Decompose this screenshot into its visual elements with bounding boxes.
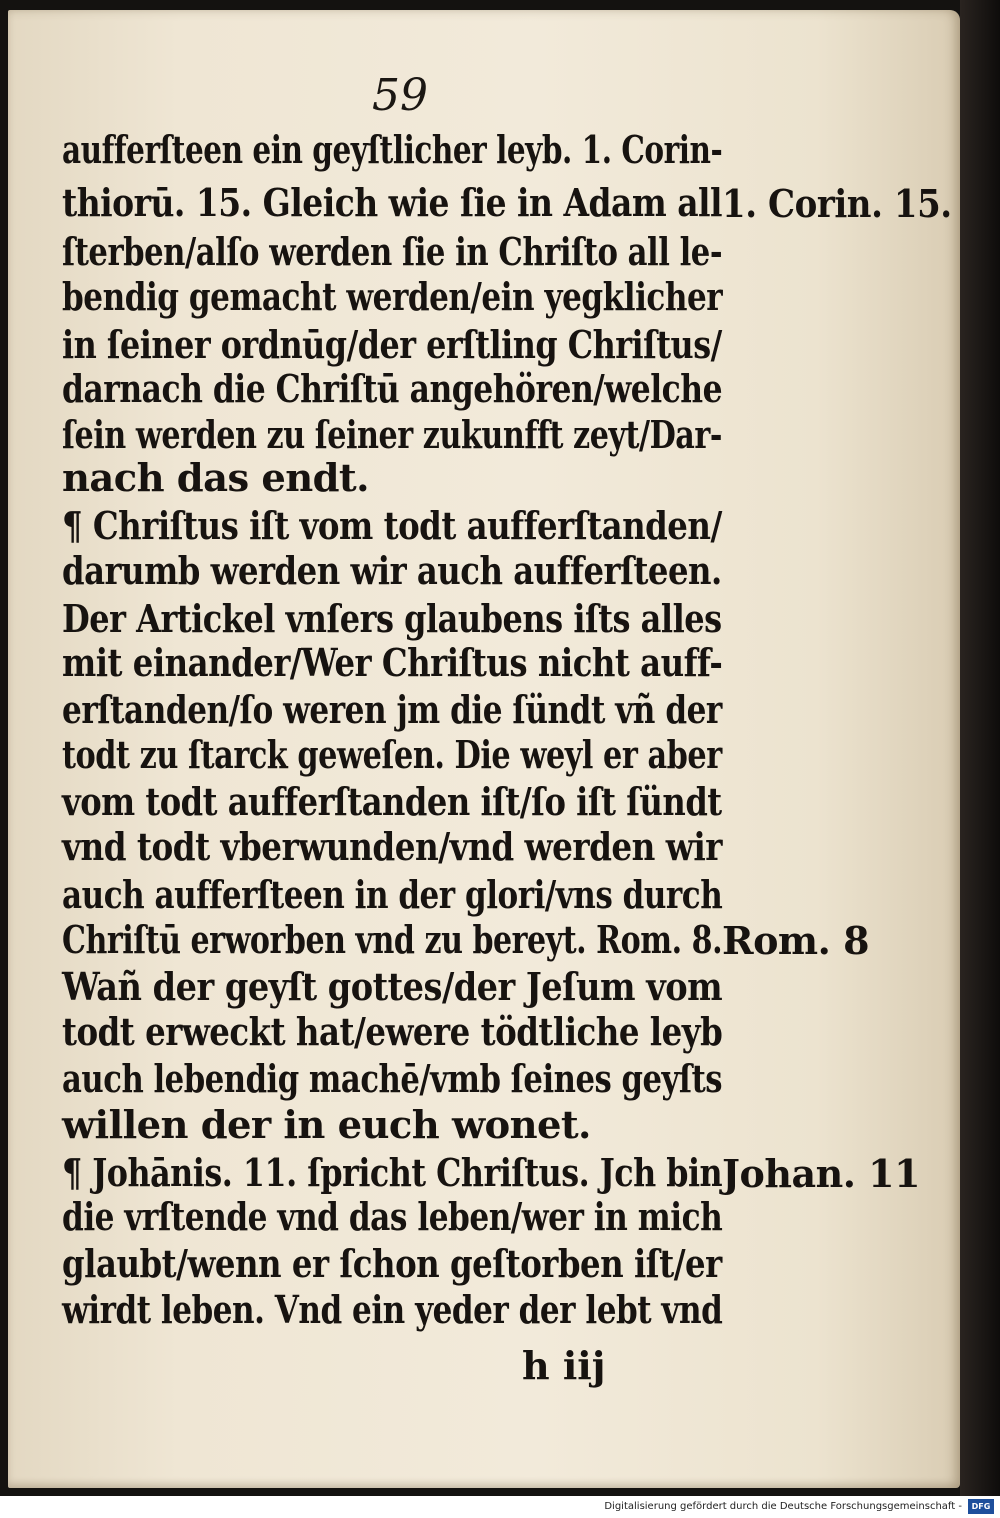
marginal-note: Johan. 11 [722, 1151, 921, 1196]
footer-credit: Digitalisierung gefördert durch die Deutsche Forschungsgemeinschaft - [604, 1501, 962, 1512]
text-line: ſterben/alſo werden ſie in Chriſto all le- [62, 230, 723, 275]
text-line: todt zu ſtarck geweſen. Die weyl er aber [62, 733, 722, 778]
text-line: Wañ der geyſt gottes/der Jeſum vom [62, 965, 723, 1010]
text-line: auch lebendig machē/vmb ſeines geyſts [62, 1057, 723, 1102]
dfg-logo: DFG [968, 1499, 994, 1514]
text-line: thiorū. 15. Gleich wie ſie in Adam all [62, 181, 723, 226]
text-line: willen der in euch wonet. [62, 1103, 591, 1148]
text-line: glaubt/wenn er ſchon geſtorben iſt/er [62, 1242, 722, 1287]
text-line: Der Artickel vnſers glaubens iſts alles [62, 597, 722, 642]
digitization-footer [0, 1496, 1000, 1518]
text-line: darumb werden wir auch aufferſteen. [62, 549, 722, 594]
page-number: 59 [372, 70, 428, 121]
text-line: mit einander/Wer Chriſtus nicht auff- [62, 641, 723, 686]
text-line: auch aufferſteen in der glori/vns durch [62, 873, 723, 918]
marginal-note: Rom. 8 [722, 918, 870, 963]
text-line: ſein werden zu ſeiner zukunfft zeyt/Dar- [62, 413, 722, 458]
marginal-note: 1. Corin. 15. [722, 181, 952, 226]
text-line: vom todt aufferſtanden iſt/ſo iſt ſündt [62, 780, 722, 825]
text-line: nach das endt. [62, 456, 369, 501]
text-line: aufferſteen ein geyſtlicher leyb. 1. Corin- [62, 128, 723, 173]
text-line: erſtanden/ſo weren jm die ſündt vñ der [62, 688, 722, 733]
text-line: vnd todt vberwunden/vnd werden wir [62, 825, 722, 870]
signature-mark: h iij [522, 1343, 606, 1388]
text-line: ¶ Chriſtus iſt vom todt aufferſtanden/ [62, 504, 722, 549]
text-line: bendig gemacht werden/ein yegklicher [62, 275, 723, 320]
text-line: die vrſtende vnd das leben/wer in mich [62, 1195, 723, 1240]
text-line: darnach die Chriſtū angehören/welche [62, 367, 723, 412]
text-line: ¶ Johānis. 11. ſpricht Chriſtus. Jch bin [62, 1151, 723, 1196]
text-line: Chriſtū erworben vnd zu bereyt. Rom. 8. [62, 918, 723, 963]
scan-background-edge [960, 0, 1000, 1496]
text-line: wirdt leben. Vnd ein yeder der lebt vnd [62, 1288, 723, 1333]
text-line: todt erweckt hat/ewere tödtliche leyb [62, 1010, 723, 1055]
text-line: in ſeiner ordnūg/der erſtling Chriſtus/ [62, 323, 722, 368]
